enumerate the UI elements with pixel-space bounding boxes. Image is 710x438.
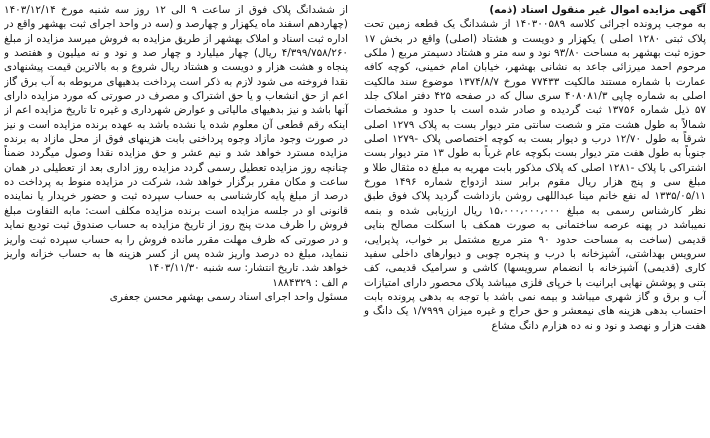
ad-body: به موجب پرونده اجرائی کلاسه ۱۴۰۳۰۰۵۸۹ از ششدانگ یک قطعه زمین تحت پلاک ثبتی ۱۲۸۰ اصلی ) یکهزار و دویست و هشتاد (اصلی) واقع در بخش ۱۷ حوزه ثبت بهشهر به مساحت ۹۳/۸۰ نود و سه متر و هشتاد دسیمتر مربع ( ملکی مرحوم احمد میرزائی جاعد به نشانی بهشهر، خیابان امام خمینی، کوچه کافه عمارت با شماره مستند مالکیت ۷۷۴۳۳ مورخ ۱۳۷۴/۸/۷ موضوع سند مالکیت اصلی به شماره چاپی ۴۰۸۰۸۱/۳ سری سال که در صفحه ۴۲۵ دفتر املاک جلد ۵۷ ذیل شماره ۱۳۷۵۶ ثبت گردیده و صادر شده است با حدود و مشخصات شمالاً به طول هشت متر و شصت سانتی متر دیوار بست به پلاک ۱۲۷۹ اصلی شرقاً به طول ۱۲/۷۰ درب و دیوار بست به کوچه اختصاصی پلاک -۱۲۷۹ اصلی جنوباً به طول هفت متر دیوار بست بکوچه عام غرباً به طول ۱۳ متر دیوار بست اشتراکی با پلاک -۱۲۸۱ اصلی که پلاک مذکور بابت مهریه به مبلغ ده مثقال طلا و مبلغ سی و پنج هزار ریال مقوم برابر سند ازدواج شماره ۱۴۹۶ مورخ ۱۳۳۵/۰۵/۱۱ له نفع خانم مینا عبداللهی روشن بازداشت گردید پلاک فوق طبق نظر کارشناس رسمی به مبلغ ۱۵،۰۰۰،۰۰۰،۰۰۰ ریال ارزیابی شده و بنمه نمیباشد در پهنه عرصه ساختمانی به صورت همکف با اسکلت مصالح بنایی قدیمی (ساخت به مساحت حدود ۹۰ متر مربع مشتمل بر خواب، پذیرایی، سرویس بهداشتی، آشپزخانه با درب و پنجره چوبی و دیوارهای داخلی سفید کاری (قدیمی) آشپزخانه با انضمام سرویسها) کاشی و سرامیک قدیمی، کف بتنی و پوشش نهایی ایرانیت با خرپای فلزی میباشد پلاک محصور دارای امتیازات آب و برق و گاز شهری میباشد و بیمه نمی باشد با توجه به بدهی پرونده بابت احتساب بدهی هزینه های نیمعشر و حق حراج و غیره میزان ۱/۷۹۹۹ یک دانگ و هفت هزار و نهصد و نود و نه ده هزارم دانگ مشاع <box>364 18 706 332</box>
ad-body-continued: از ششدانگ پلاک فوق از ساعت ۹ الی ۱۲ روز سه شنبه مورخ ۱۴۰۳/۱۲/۱۴ (چهاردهم اسفند ماه یکهزار و چهارصد و (سه در واحد اجرای ثبت بهشهر واقع در اداره ثبت اسناد و املاک بهشهر از طریق مزایده به فروش میرسد مزایده از مبلغ ۴/۳۹۹/۷۵۸/۲۶۰ ریال) چهار میلیارد و چهار صد و نود و نه میلیون و هفتصد و پنجاه و هشت هزار و دویست و هشتاد ریال شروع و به بالاترین قیمت پیشنهادی نقدا فروخته می شود لازم به ذکر است پرداخت بدهیهای مربوطه به آب برق گاز اعم از حق انشعاب و یا حق اشتراک و مصرف در صورتی که مورد مزایده دارای آنها باشد و نیز بدهیهای مالیاتی و عوارض شهرداری و غیره تا تاریخ مزایده اعم از اینکه رقم قطعی آن معلوم شده یا نشده باشد به عهده برنده مزایده است و نیز در صورت وجود مازاد وجوه پرداختی بابت هزینهای فوق از محل مازاد به برنده مزایده مسترد خواهد شد و نیم عشر و حق مزایده نقدا وصول میگردد ضمناً چنانچه روز مزایده تعطیل رسمی گردد مزایده روز اداری بعد از تعطیلی در همان ساعت و مکان مقرر برگزار خواهد شد، شرکت در مزایده منوط به پرداخت ده درصد از مبلغ پایه کارشناسی به حساب سپرده ثبت و حضور خریدار یا نماینده قانونی او در جلسه مزایده است برنده مزایده مکلف است: مابه التفاوت مبلغ فروش را ظرف مدت پنج روز از تاریخ مزایده به حساب صندوق ثبت تودیع نماید و در صورتی که ظرف مهلت مقرر مانده فروش را به حساب سپرده ثبت واریز ننماید، مبلغ ده درصد واریز شده پس از کسر هزینه ها به حساب خزانه واریز خواهد شد. تاریخ انتشار: سه شنبه ۱۴۰۳/۱۱/۳۰ <box>4 4 348 275</box>
ad-column-right <box>362 3 706 435</box>
ad-signature: مسئول واحد اجرای اسناد رسمی بهشهر محسن جعفری <box>109 290 348 303</box>
ad-title: آگهی مزایده اموال غیر منقول اسناد (ذمه) <box>489 4 706 16</box>
ad-column-left <box>4 3 350 435</box>
ad-reference-number: م الف : ۱۸۸۴۳۲۹ <box>272 276 348 289</box>
